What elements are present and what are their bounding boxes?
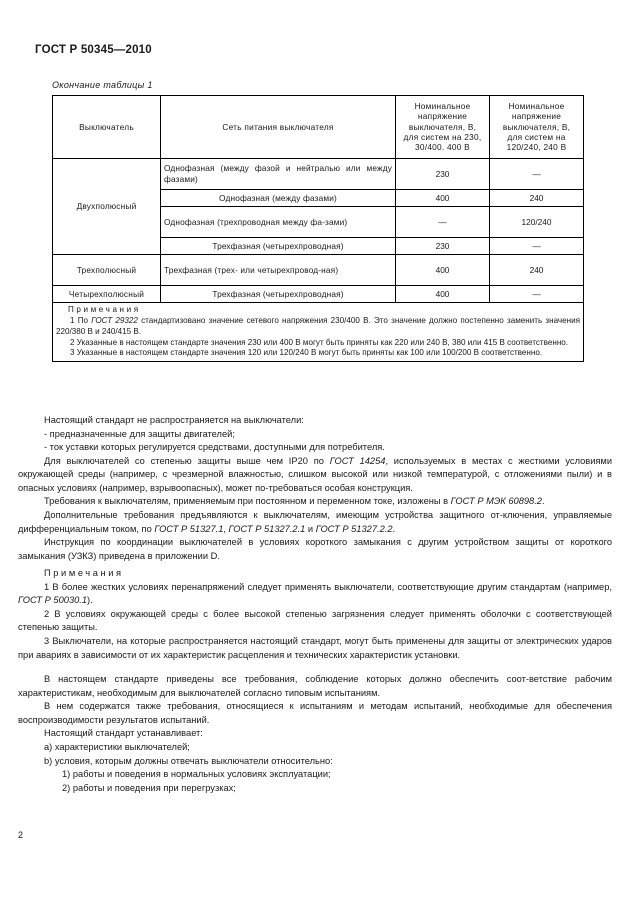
header-line: Номинальное — [508, 101, 565, 111]
table-notes-row — [53, 302, 584, 361]
body-note-item-2: 2 В условиях окружающей среды с более высокой степенью загрязнения следует применять оболочки с соответствующей степенью защиты. — [18, 608, 612, 633]
note-text: ). — [87, 595, 93, 606]
paragraph-test-methods: В нем содержатся также требования, относящиеся к испытаниям и методам испытаний, необходимые для обеспечения воспроизводимости результатов испытаний. — [18, 701, 612, 725]
list-item-a: a) характеристики выключателей; — [44, 741, 190, 752]
cell-voltage-230-400: 400 — [396, 285, 490, 302]
standard-reference: ГОСТ Р 51327.2.1 — [228, 523, 306, 534]
header-line: для систем на — [507, 132, 566, 143]
cell-voltage-230-400: 400 — [396, 254, 490, 285]
paragraph-dc-ac-requirements — [18, 495, 612, 509]
table-note-item: 3 Указанные в настоящем стандарте значения 120 или 120/240 В могут быть приняты как 100 или 100/200 В соответственно. — [70, 348, 543, 358]
table-row — [53, 254, 584, 285]
table-row — [53, 285, 584, 302]
header-cell-network: Сеть питания выключателя — [161, 96, 396, 159]
header-line: выключателя, В, — [408, 121, 477, 132]
paragraph-standard-establishes: Настоящий стандарт устанавливает: — [44, 728, 203, 739]
cell-network: Однофазная (между фазой и нейтралью или между фазами) — [161, 158, 396, 189]
table-header-row — [53, 96, 584, 159]
standard-number-header: ГОСТ Р 50345—2010 — [35, 44, 152, 56]
header-line: для систем на 230, — [403, 132, 482, 143]
paragraph-ip20 — [18, 455, 612, 496]
paragraph-text: , используемых в местах с жесткими условиями окружающей среды (например, с чрезмерной влажностью, слишком высокой или низкой температурой, с отложениями пыли) и в опасных условиях (например, взрывоопасных), может по-требоваться особая конструкция. — [18, 455, 613, 493]
cell-voltage-120-240: — — [490, 237, 584, 254]
cell-category-two-pole: Двухполюсный — [53, 158, 161, 254]
table-note-item: 2 Указанные в настоящем стандарте значения 230 или 400 В могут быть приняты как 220 или 240 В, 380 или 415 В соответственно. — [70, 337, 569, 347]
list-item-b-1: 1) работы и поведения в нормальных условиях эксплуатации; — [62, 769, 331, 780]
paragraph-text: Дополнительные требования предъявляются к выключателям, имеющим устройства защитного от-ключения, управляемые дифференциальным током, по — [18, 509, 612, 534]
cell-voltage-230-400: — — [396, 206, 490, 237]
paragraph-exclusion-setting: - ток уставки которых регулируется средствами, доступными для потребителя. — [44, 442, 385, 453]
cell-voltage-120-240: — — [490, 285, 584, 302]
header-line: 30/400. 400 В — [415, 142, 470, 153]
paragraph-text: и — [305, 523, 316, 534]
header-cell-voltage-120-240 — [490, 96, 584, 159]
specification-table-wrapper — [52, 95, 583, 362]
paragraph-text: . — [541, 496, 545, 507]
header-cell-switch: Выключатель — [53, 96, 161, 159]
table-caption: Окончание таблицы 1 — [52, 80, 153, 90]
cell-voltage-230-400: 230 — [396, 237, 490, 254]
header-line: Номинальное — [414, 101, 471, 111]
paragraph-text: Для выключателей со степенью защиты выше чем IP20 по — [44, 455, 330, 466]
cell-network: Трехфазная (трех- или четырехпровод-ная) — [161, 254, 396, 285]
table-notes-title: Примечания — [68, 304, 141, 314]
body-content — [18, 414, 612, 795]
note-reference: ГОСТ 29322 — [91, 316, 138, 326]
body-note-item-1 — [18, 581, 612, 608]
cell-category-three-pole: Трехполюсный — [53, 254, 161, 285]
body-notes-title: Примечания — [44, 568, 124, 579]
cell-voltage-230-400: 400 — [396, 189, 490, 206]
paragraph-text: Требования к выключателям, применяемым при постоянном и переменном токе, изложены в — [44, 496, 451, 507]
note-text: 1 По — [70, 316, 92, 326]
header-line: выключателя, В, — [502, 121, 571, 132]
standard-reference: ГОСТ Р 51327.1 — [154, 523, 224, 534]
cell-network: Однофазная (между фазами) — [161, 189, 396, 206]
body-note-item-3: 3 Выключатели, на которые распространяется настоящий стандарт, могут быть применены для защиты от электрических ударов при авариях в зависимости от их характеристик расцепления и технических характеристик установки. — [18, 636, 612, 660]
paragraph-exclusion-motor: - предназначенные для защиты двигателей; — [44, 428, 235, 439]
cell-voltage-120-240: — — [490, 158, 584, 189]
cell-voltage-120-240: 240 — [490, 254, 584, 285]
standard-reference: ГОСТ Р 51327.2.2 — [315, 523, 393, 534]
spacer — [18, 662, 612, 673]
paragraph-text: . — [392, 523, 396, 534]
header-line: напряжение — [511, 111, 562, 122]
table-header — [53, 96, 584, 159]
list-item-b-2: 2) работы и поведения при перегрузках; — [62, 782, 236, 793]
paragraph-text: , — [223, 523, 229, 534]
cell-voltage-120-240: 240 — [490, 189, 584, 206]
paragraph-requirements-compliance: В настоящем стандарте приведены все требования, соблюдение которых должно обеспечить соот-ветствие рабочим характеристикам, необходимым для выключателей согласно типовым испытаниям. — [18, 674, 612, 698]
list-item-b: b) условия, которым должны отвечать выключатели относительно: — [44, 755, 333, 766]
header-line: 120/240, 240 В — [506, 142, 567, 153]
paragraph-rcd-requirements — [18, 509, 612, 536]
table-note-item — [56, 316, 580, 337]
cell-network: Трехфазная (четырехпроводная) — [161, 237, 396, 254]
paragraph-scope-intro: Настоящий стандарт не распространяется на выключатели: — [44, 415, 304, 425]
table-notes-cell — [53, 302, 584, 361]
standard-reference: ГОСТ Р 50030.1 — [18, 595, 88, 606]
cell-network: Однофазная (трехпроводная между фа-зами) — [161, 206, 396, 237]
header-cell-voltage-230-400 — [396, 96, 490, 159]
header-line: напряжение — [417, 111, 468, 122]
paragraph-scpd-coordination: Инструкция по координации выключателей в условиях короткого замыкания с другим устройством защиты от короткого замыкания (УЗКЗ) приведена в приложении D. — [18, 537, 612, 561]
cell-voltage-230-400: 230 — [396, 158, 490, 189]
standard-reference: ГОСТ 14254 — [329, 455, 386, 466]
cell-category-four-pole: Четырехполюсный — [53, 285, 161, 302]
standard-reference: ГОСТ Р МЭК 60898.2 — [450, 496, 542, 507]
table-body — [53, 158, 584, 361]
cell-network: Трехфазная (четырехпроводная) — [161, 285, 396, 302]
note-text: 1 В более жестких условиях перенапряжений следует применять выключатели, соответствующие другим стандартам (например, — [44, 581, 612, 592]
cell-voltage-120-240: 120/240 — [490, 206, 584, 237]
table-row — [53, 158, 584, 189]
page-number: 2 — [18, 830, 24, 840]
specification-table — [52, 95, 584, 362]
note-text: стандартизовано значение сетевого напряжения 230/400 В. Это значение должно постепенно заменить значения 220/380 В и 240/415 В. — [56, 316, 580, 337]
